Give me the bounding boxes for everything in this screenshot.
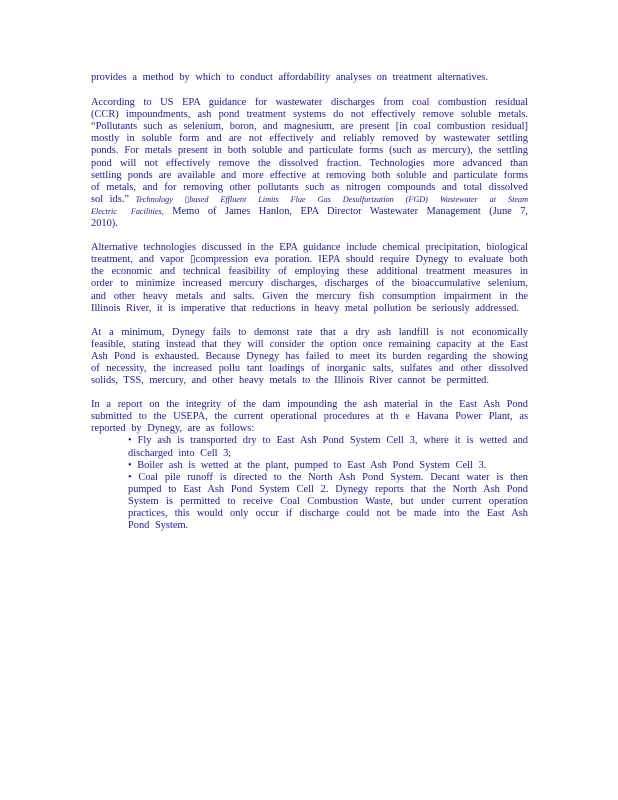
paragraph-alternative-technologies: Alternative technologies discussed in the EPA guidance include chemical precipitation, biological treatment, and vapor ▯compression eva poration. IEPA should require Dynegy to evaluate both the economic and technical feasibility of employing these additional treatment measures in order to minimize increased mercury discharges, discharges of the bioaccumulative selenium, and other heavy metals and salts. Given the mercury fish consumption impairment in the Illinois River, it is imperative that reductions in heavy metal pollution be seriously addressed. [91,242,528,314]
epa-guidance-quote: According to US EPA guidance for wastewater discharges from coal combustion residual (CCR) impoundments, ash pond treatment systems do not effectively remove soluble metals. “Pollutants such as selenium, boron, and magnesium, are present [in coal combustion residual] mostly in soluble form and are not effectively and reliably removed by wastewater settling ponds. For metals present in both soluble and particulate forms (such as mercury), the settling pond will not effectively remove the dissolved fraction. Technologies more advanced than settling ponds are available and more effective at removing both soluble and particulate forms of metals, and for removing other pollutants such as nitrogen compounds and total dissolved sol ids.” [91,97,528,205]
memo-citation-title: Technology ▯based Effluent Limits Flue Gas Desulfurization (FGD) Wastewater at Steam Electric Facilities, [91,194,528,216]
paragraph-affordability: provides a method by which to conduct affordability analyses on treatment alternatives. [91,72,488,83]
list-item-boiler-ash: • Boiler ash is wetted at the plant, pumped to East Ash Pond System Cell 3. [128,459,487,471]
list-item-fly-ash: • Fly ash is transported dry to East Ash Pond System Cell 3, where it is wetted and discharged into Cell 3; [128,435,528,459]
operational-procedures-list [91,435,528,532]
body-text-column [91,72,528,532]
list-item-coal-pile-runoff: • Coal pile runoff is directed to the North Ash Pond System. Decant water is then pumped to East Ash Pond System Cell 2. Dynegy reports that the North Ash Pond System is permitted to receive Coal Combustion Waste, but under current operation practices, this would only occur if discharge could not be made into the East Ash Pond System. [128,471,528,532]
paragraph-dam-report: In a report on the integrity of the dam impounding the ash material in the East Ash Pond submitted to the USEPA, the current operational procedures at th e Havana Power Plant, as reported by Dynegy, are as follows: [91,399,528,435]
paragraph-epa-guidance [91,97,528,230]
memo-citation-author: Memo of James Hanlon, EPA Director Wastewater Management (June 7, 2010). [91,205,529,230]
paragraph-dry-ash-landfill: At a minimum, Dynegy fails to demonst rate that a dry ash landfill is not economically feasible, stating instead that they will consider the option once remaining capacity at the East Ash Pond is exhausted. Because Dynegy has failed to meet its burden regarding the showing of necessity, the increased pollu tant loadings of inorganic salts, sulfates and other dissolved solids, TSS, mercury, and other heavy metals to the Illinois River cannot be permitted. [91,326,528,387]
